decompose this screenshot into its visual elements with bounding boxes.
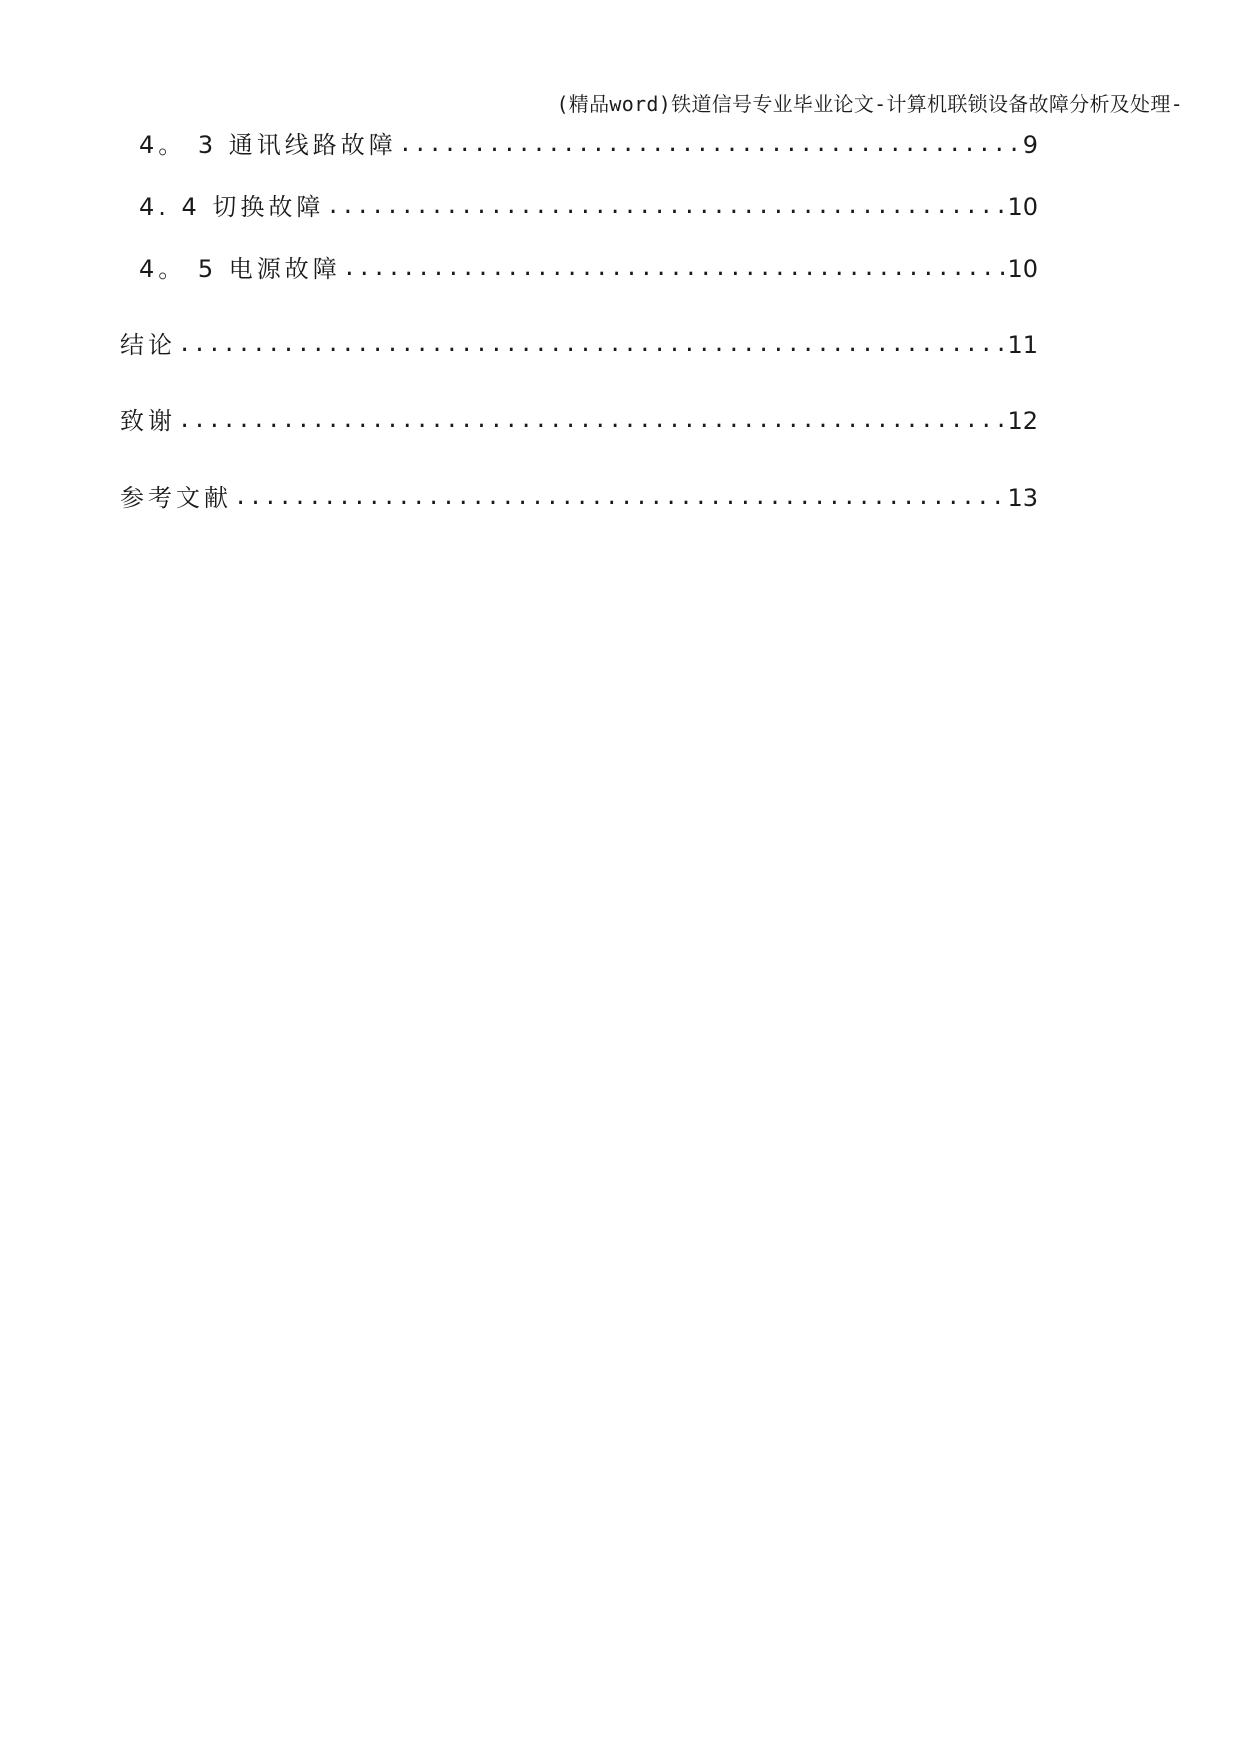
toc-entry-acknowledgements[interactable] [120,406,1038,436]
toc-leader-dots [234,483,1005,513]
toc-entry-label: 参考文献 [120,484,232,512]
toc-entry-label: 结论 [120,331,176,359]
toc-entry-label: 4。 3 通讯线路故障 [139,131,397,159]
toc-entry-4-3[interactable] [139,130,1038,160]
toc-entry-4-5[interactable] [139,254,1038,284]
toc-page-number: 11 [1007,331,1038,359]
toc-page-number: 9 [1022,131,1038,159]
page-header: (精品word)铁道信号专业毕业论文-计算机联锁设备故障分析及处理- [556,92,1183,116]
toc-page-number: 10 [1007,193,1038,221]
toc-page-number: 10 [1007,255,1038,283]
toc-entry-label: 4。 5 电源故障 [139,255,341,283]
toc-leader-dots [399,130,1021,160]
toc-entry-conclusion[interactable] [120,330,1038,360]
toc-leader-dots [178,330,1005,360]
toc-page-number: 12 [1007,407,1038,435]
toc-entry-references[interactable] [120,483,1038,513]
toc-leader-dots [326,192,1005,222]
toc-entry-4-4[interactable] [139,192,1038,222]
toc-leader-dots [178,406,1005,436]
toc-entry-label: 致谢 [120,407,176,435]
toc-entry-label: 4. 4 切换故障 [139,193,325,221]
toc-page-number: 13 [1007,484,1038,512]
toc-leader-dots [343,254,1006,284]
